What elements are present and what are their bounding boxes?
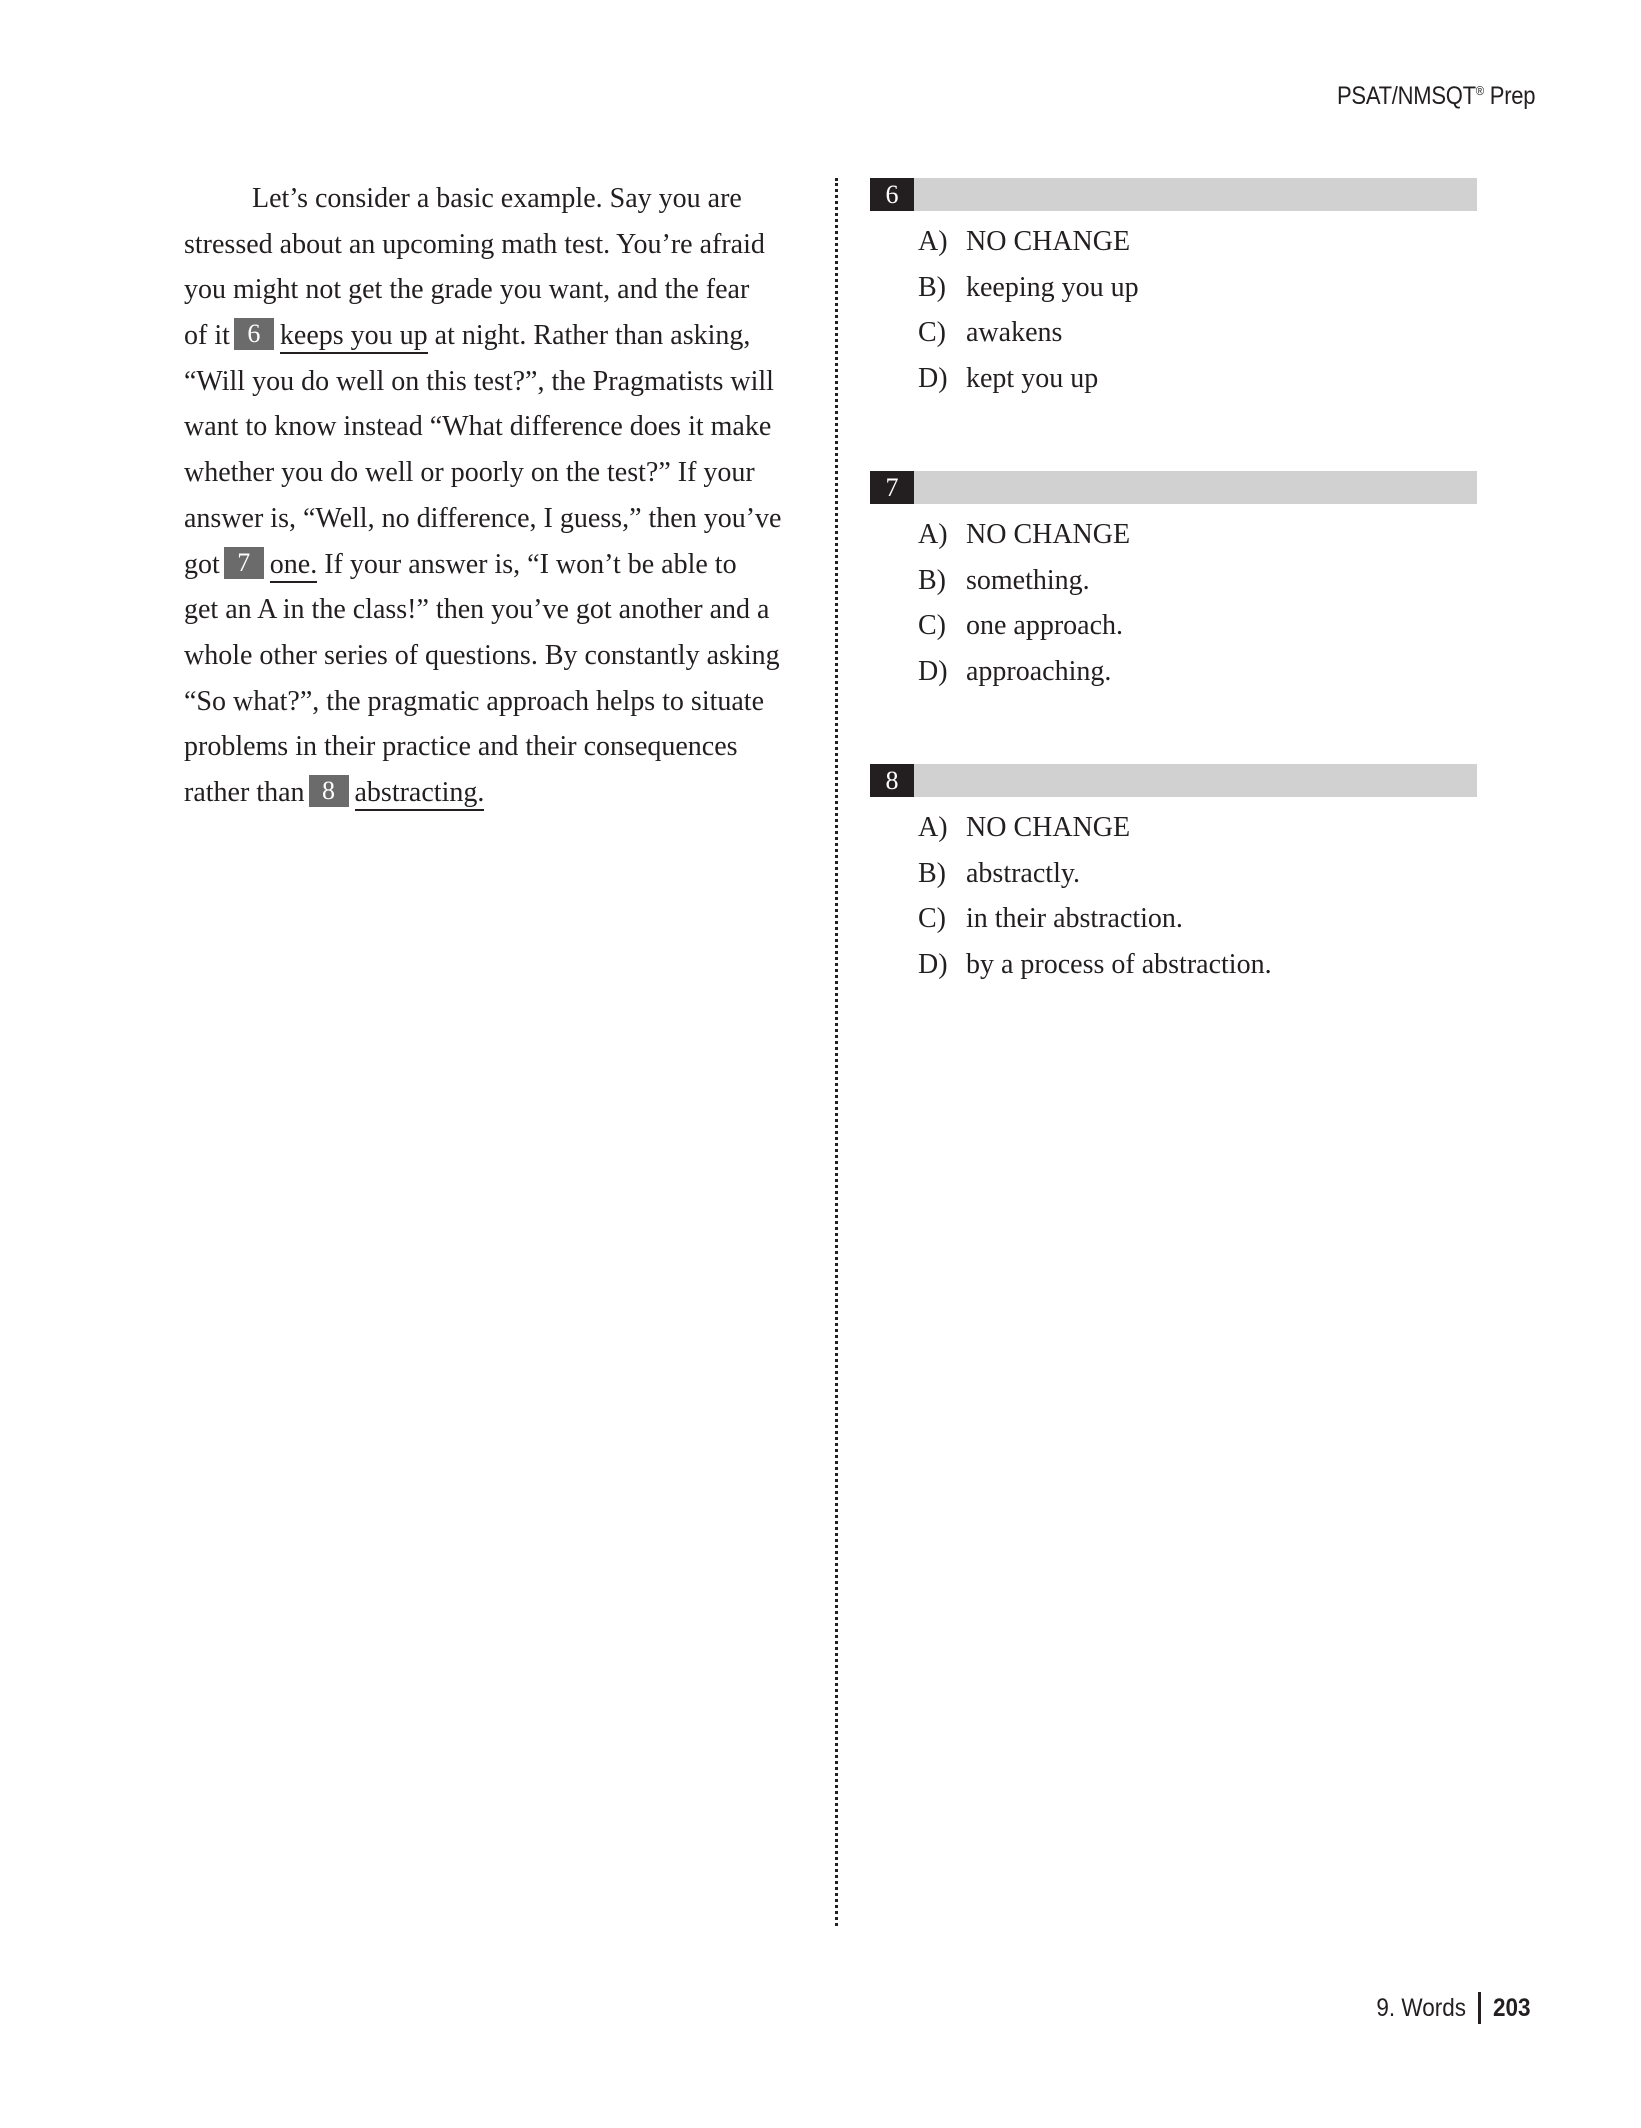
question-header (870, 471, 1477, 504)
chapter-label: 9. Words (1376, 1993, 1466, 2022)
registered-mark: ® (1475, 83, 1484, 98)
option-letter: A) (918, 812, 948, 843)
option-text: keeping you up (966, 271, 1139, 303)
passage-line: whether you do well or poorly on the test?” If your (184, 457, 755, 489)
passage-text: at night. Rather than asking, (427, 320, 751, 352)
option-letter: C) (918, 610, 946, 642)
answer-option-c[interactable] (918, 310, 1477, 356)
answer-options (870, 219, 1477, 402)
answer-options (870, 805, 1477, 988)
answer-options (870, 512, 1477, 695)
option-text: NO CHANGE (966, 226, 1131, 257)
question-number: 6 (870, 178, 914, 211)
option-text: abstractly. (966, 857, 1081, 889)
underlined-phrase-8: abstracting. (355, 777, 485, 811)
passage-line (184, 770, 806, 816)
question-8 (870, 764, 1477, 988)
question-number: 7 (870, 471, 914, 504)
underlined-phrase-6: keeps you up (280, 320, 428, 354)
question-header (870, 178, 1477, 211)
option-letter: B) (918, 857, 946, 889)
answer-option-c[interactable] (918, 603, 1477, 649)
question-marker-7[interactable]: 7 (224, 547, 264, 579)
footer-separator (1478, 1992, 1481, 2024)
question-marker-6[interactable]: 6 (234, 318, 274, 350)
option-text: awakens (966, 317, 1063, 349)
passage-line: “So what?”, the pragmatic approach helps to situate (184, 685, 765, 717)
option-text: by a process of abstraction. (966, 949, 1272, 981)
passage-text: If your answer is, “I won’t be able to (317, 548, 737, 580)
option-letter: D) (918, 363, 948, 395)
question-header (870, 764, 1477, 797)
option-letter: C) (918, 317, 946, 349)
answer-option-b[interactable] (918, 265, 1477, 311)
passage-line (184, 313, 806, 359)
running-head-suffix: Prep (1483, 82, 1535, 110)
option-letter: B) (918, 271, 946, 303)
passage-line: problems in their practice and their consequences (184, 731, 738, 763)
passage-line (184, 542, 806, 588)
answer-option-b[interactable] (918, 558, 1477, 604)
option-letter: A) (918, 226, 948, 257)
answer-option-a[interactable] (918, 805, 1477, 851)
passage-line: you might not get the grade you want, and the fear (184, 274, 750, 306)
answer-option-c[interactable] (918, 896, 1477, 942)
question-number: 8 (870, 764, 914, 797)
passage-line: answer is, “Well, no difference, I guess,” then you’ve (184, 502, 782, 534)
underlined-phrase-7: one. (270, 549, 317, 583)
question-7 (870, 471, 1477, 695)
passage-text: got (184, 548, 220, 580)
page-footer (1365, 1992, 1535, 2024)
answer-option-a[interactable] (918, 219, 1477, 265)
option-text: one approach. (966, 610, 1124, 642)
option-text: NO CHANGE (966, 519, 1131, 550)
passage-line: get an A in the class!” then you’ve got another and a (184, 594, 770, 626)
passage-line: Let’s consider a basic example. Say you are (252, 183, 742, 214)
column-divider (835, 178, 838, 1926)
passage-text: of it (184, 320, 230, 352)
option-text: NO CHANGE (966, 812, 1131, 843)
answer-option-a[interactable] (918, 512, 1477, 558)
option-letter: B) (918, 564, 946, 596)
question-marker-8[interactable]: 8 (309, 775, 349, 807)
option-letter: A) (918, 519, 948, 550)
passage-line: “Will you do well on this test?”, the Pragmatists will (184, 365, 774, 397)
answer-option-b[interactable] (918, 851, 1477, 897)
answer-option-d[interactable] (918, 356, 1477, 402)
passage-line: whole other series of questions. By constantly asking (184, 639, 780, 671)
option-text: in their abstraction. (966, 903, 1183, 935)
passage (184, 176, 806, 816)
option-letter: D) (918, 656, 948, 688)
option-letter: C) (918, 903, 946, 935)
passage-text: rather than (184, 776, 305, 808)
option-text: kept you up (966, 363, 1099, 395)
passage-line: stressed about an upcoming math test. You’re afraid (184, 228, 765, 260)
page-number: 203 (1493, 1993, 1531, 2022)
question-6 (870, 178, 1477, 402)
answer-option-d[interactable] (918, 942, 1477, 988)
option-text: approaching. (966, 656, 1112, 688)
option-text: something. (966, 564, 1090, 596)
option-letter: D) (918, 949, 948, 981)
answer-option-d[interactable] (918, 649, 1477, 695)
running-head (1337, 82, 1535, 111)
passage-line: want to know instead “What difference does it make (184, 411, 772, 443)
running-head-title: PSAT/NMSQT (1336, 82, 1476, 110)
